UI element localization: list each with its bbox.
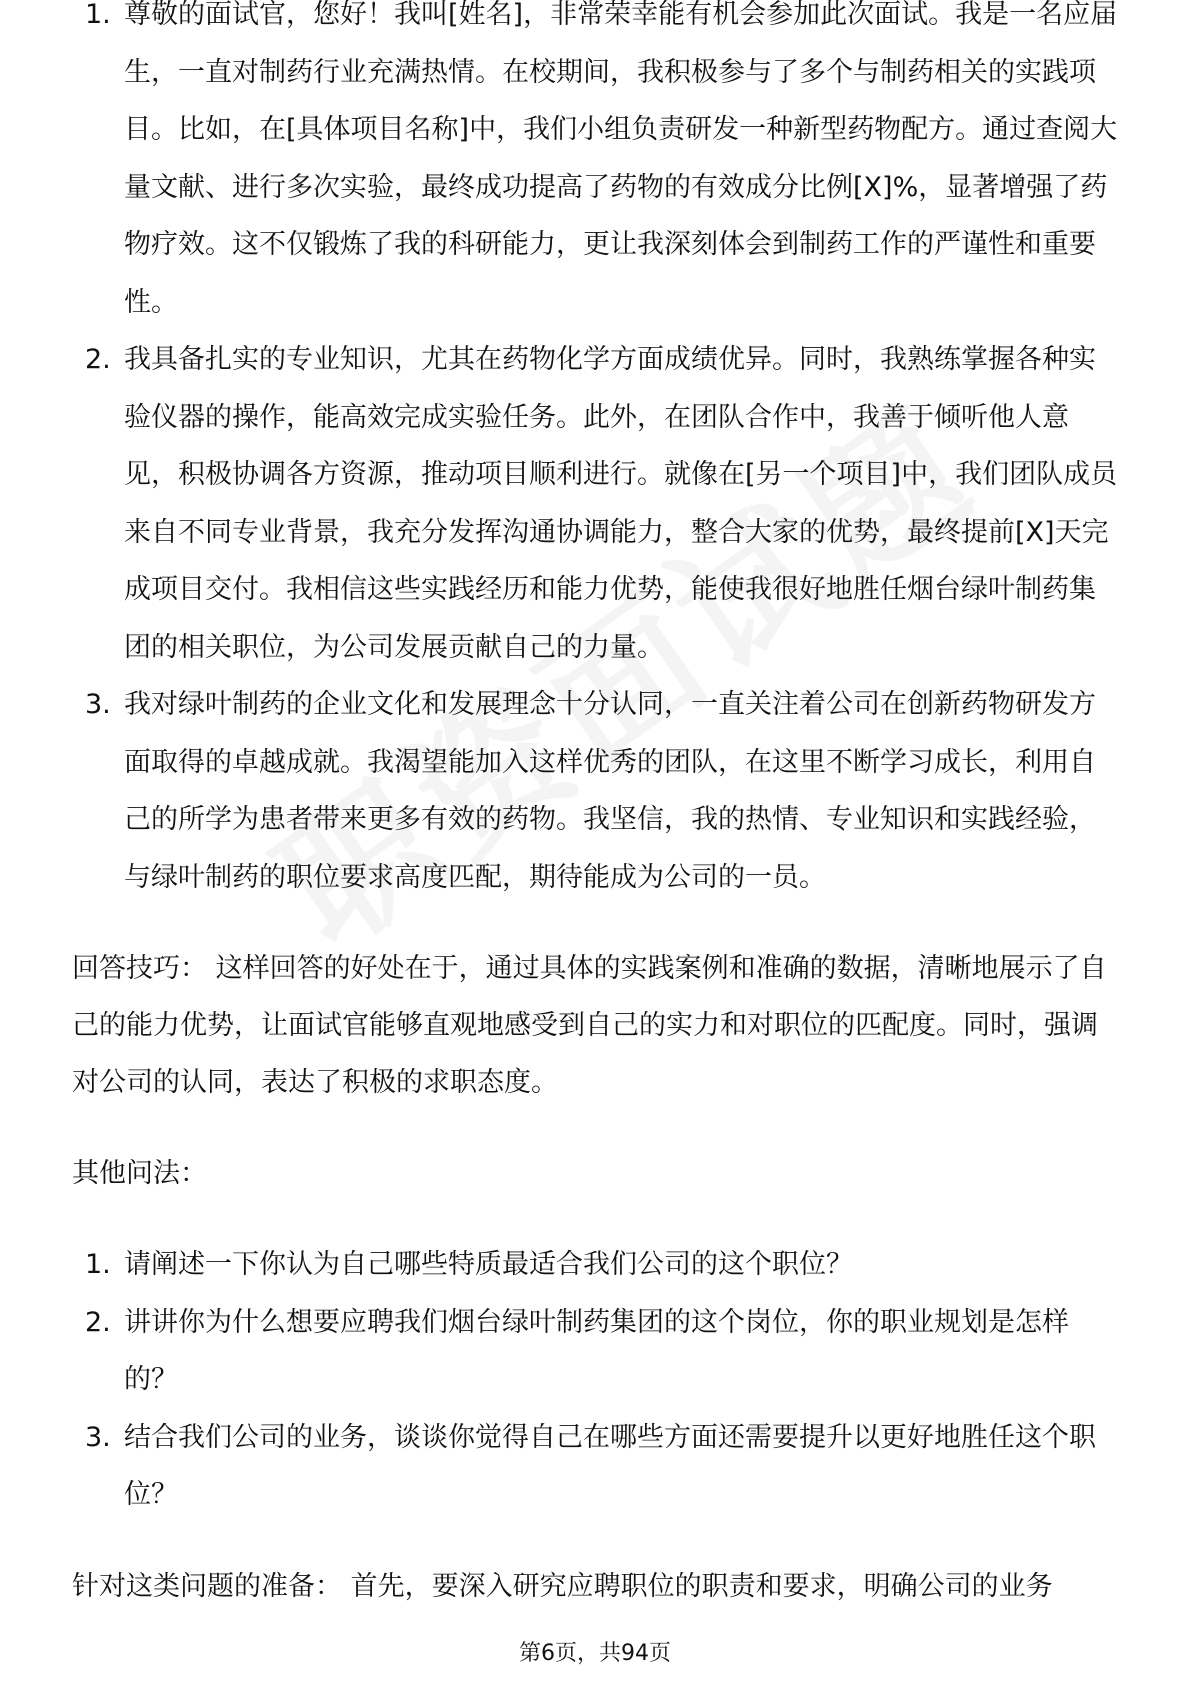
list-number: 1. [85, 1249, 111, 1280]
list-number: 1. [85, 0, 111, 30]
other-question-item-1 [72, 1236, 1122, 1294]
answer-item-1 [72, 0, 1122, 331]
answer-list [72, 0, 1122, 906]
answer-tips-paragraph: 回答技巧： 这样回答的好处在于，通过具体的实践案例和准确的数据，清晰地展示了自己的能力优势，让面试官能够直观地感受到自己的实力和对职位的匹配度。同时，强调对公司的认同，表达了积极的求职态度。 [72, 953, 1107, 1098]
question-text: 结合我们公司的业务，谈谈你觉得自己在哪些方面还需要提升以更好地胜任这个职位？ [124, 1421, 1096, 1510]
answer-text: 尊敬的面试官，您好！我叫[姓名]，非常荣幸能有机会参加此次面试。我是一名应届生，一直对制药行业充满热情。在校期间，我积极参与了多个与制药相关的实践项目。比如，在[具体项目名称]中，我们小组负责研发一种新型药物配方。通过查阅大量文献、进行多次实验，最终成功提高了药物的有效成分比例[X]%，显著增强了药物疗效。这不仅锻炼了我的科研能力，更让我深刻体会到制药工作的严谨性和重要性。 [124, 0, 1118, 318]
list-number: 2. [85, 1306, 111, 1338]
list-number: 3. [85, 689, 111, 720]
answer-item-2 [72, 331, 1122, 676]
answer-text: 我具备扎实的专业知识，尤其在药物化学方面成绩优异。同时，我熟练掌握各种实验仪器的操作，能高效完成实验任务。此外，在团队合作中，我善于倾听他人意见，积极协调各方资源，推动项目顺利进行。就像在[另一个项目]中，我们团队成员来自不同专业背景，我充分发挥沟通协调能力，整合大家的优势，最终提前[X]天完成项目交付。我相信这些实践经历和能力优势，能使我很好地胜任烟台绿叶制药集团的相关职位，为公司发展贡献自己的力量。 [124, 344, 1118, 663]
list-number: 2. [85, 344, 111, 375]
question-text: 讲讲你为什么想要应聘我们烟台绿叶制药集团的这个岗位，你的职业规划是怎样的？ [124, 1306, 1069, 1395]
answer-item-3 [72, 676, 1122, 906]
question-text: 请阐述一下你认为自己哪些特质最适合我们公司的这个职位？ [124, 1249, 853, 1280]
other-questions-heading: 其他问法： [72, 1158, 207, 1189]
other-questions-list [72, 1236, 1122, 1524]
other-question-item-2 [72, 1294, 1122, 1409]
preparation-paragraph: 针对这类问题的准备： 首先，要深入研究应聘职位的职责和要求，明确公司的业务 [72, 1570, 1053, 1602]
answer-text: 我对绿叶制药的企业文化和发展理念十分认同，一直关注着公司在创新药物研发方面取得的卓越成就。我渴望能加入这样优秀的团队，在这里不断学习成长，利用自己的所学为患者带来更多有效的药物。我坚信，我的热情、专业知识和实践经验，与绿叶制药的职位要求高度匹配，期待能成为公司的一员。 [124, 689, 1096, 893]
page-content [72, 0, 1122, 1615]
page-number-footer: 第6页，共94页 [519, 1641, 671, 1666]
list-number: 3. [85, 1421, 111, 1453]
other-question-item-3 [72, 1409, 1122, 1524]
